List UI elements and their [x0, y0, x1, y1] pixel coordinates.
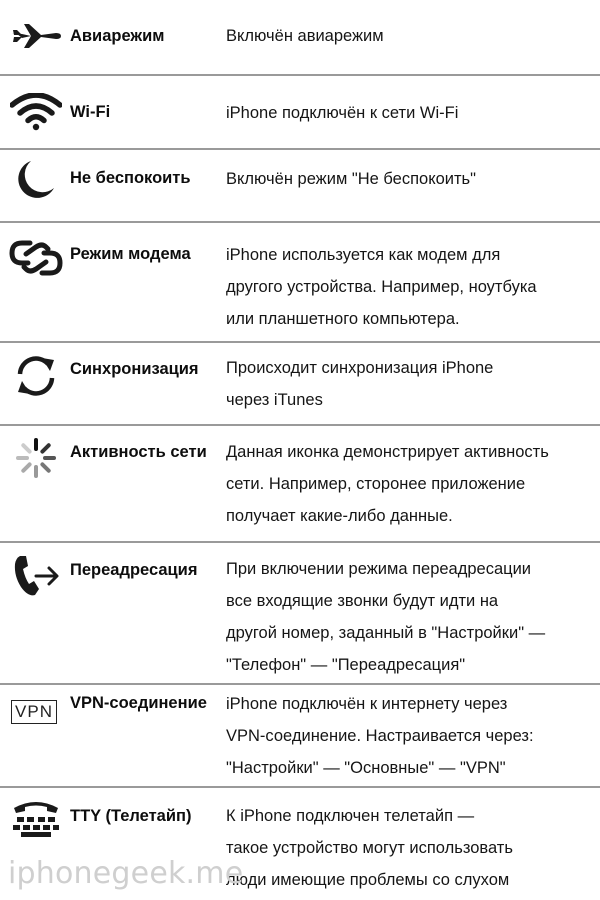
row-description [226, 800, 596, 896]
hotspot-icon [8, 236, 64, 280]
desc-line: Происходит синхронизация iPhone [226, 359, 494, 377]
desc-line: все входящие звонки будут идти на [226, 592, 499, 610]
divider [0, 541, 600, 543]
desc-line: iPhone используется как модем для [226, 246, 501, 264]
desc-line: iPhone подключён к интернету через [226, 695, 508, 713]
row-name: Авиарежим [70, 27, 165, 45]
desc-line: Включён режим "Не беспокоить" [226, 170, 477, 188]
vpn-label: VPN [11, 700, 57, 724]
divider [0, 424, 600, 426]
row-name: Wi-Fi [70, 103, 111, 121]
desc-line: такое устройство могут использовать [226, 839, 513, 857]
desc-line: сети. Например, сторонее приложение [226, 475, 526, 493]
row-name: Переадресация [70, 561, 198, 579]
sync-icon [8, 354, 64, 398]
divider [0, 74, 600, 76]
divider [0, 341, 600, 343]
wifi-icon [8, 90, 64, 134]
row-description [226, 352, 596, 416]
desc-line: Данная иконка демонстрирует активность [226, 443, 549, 461]
desc-line: или планшетного компьютера. [226, 310, 460, 328]
row-description [226, 688, 596, 784]
desc-line: VPN-соединение. Настраивается через: [226, 727, 534, 745]
desc-line: "Настройки" — "Основные" — "VPN" [226, 759, 506, 777]
row-name: Активность сети [70, 443, 207, 461]
desc-line: iPhone подключён к сети Wi-Fi [226, 104, 459, 122]
vpn-icon [2, 690, 66, 734]
row-name: VPN-соединение [70, 694, 207, 712]
airplane-icon [8, 14, 64, 58]
desc-line: другой номер, заданный в "Настройки" — [226, 624, 546, 642]
divider [0, 221, 600, 223]
row-name: Режим модема [70, 245, 191, 263]
desc-line: через iTunes [226, 391, 323, 409]
row-description [226, 239, 596, 335]
moon-icon [8, 158, 64, 202]
tty-icon [8, 796, 64, 840]
row-name: TTY (Телетайп) [70, 807, 192, 825]
row-description [226, 436, 596, 532]
divider [0, 786, 600, 788]
watermark: iphonegeek.me [8, 856, 244, 891]
call-forwarding-icon [8, 554, 64, 598]
row-description [226, 97, 596, 129]
row-name: Не беспокоить [70, 169, 191, 187]
row-description [226, 163, 596, 195]
row-name: Синхронизация [70, 360, 199, 378]
row-description [226, 553, 596, 681]
desc-line: Включён авиарежим [226, 27, 384, 45]
desc-line: При включении режима переадресации [226, 560, 532, 578]
desc-line: получает какие-либо данные. [226, 507, 453, 525]
desc-line: люди имеющие проблемы со слухом [226, 871, 510, 889]
row-description [226, 20, 596, 52]
divider [0, 148, 600, 150]
desc-line: "Телефон" — "Переадресация" [226, 656, 466, 674]
desc-line: другого устройства. Например, ноутбука [226, 278, 537, 296]
desc-line: К iPhone подключен телетайп — [226, 807, 475, 825]
activity-spinner-icon [8, 436, 64, 480]
divider [0, 683, 600, 685]
